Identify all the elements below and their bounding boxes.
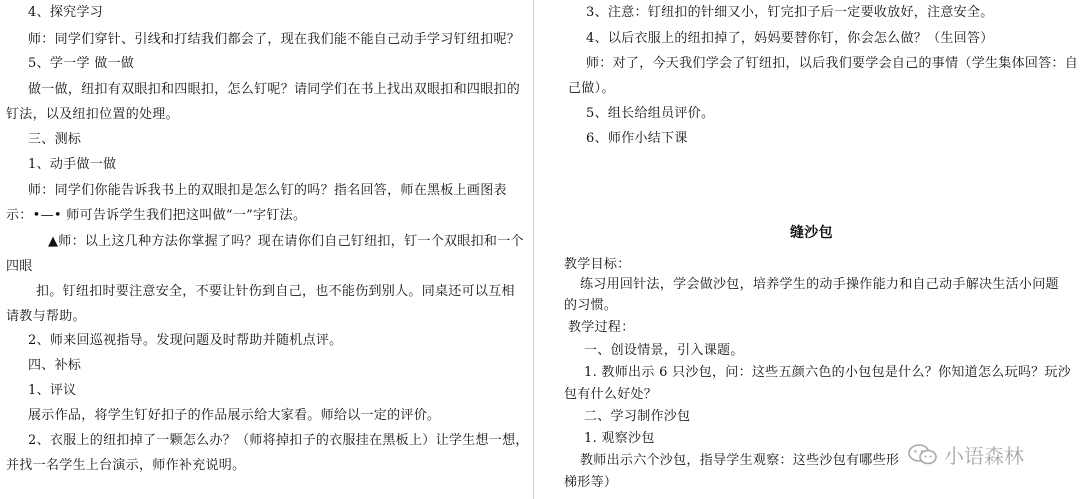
text-line: 的习惯。 <box>564 298 618 313</box>
left-page <box>0 0 530 499</box>
text-line: 二、学习制作沙包 <box>584 409 691 424</box>
text-line: 扣。钉纽扣时要注意安全，不要让针伤到自己，也不能伤到别人。同桌还可以互相 <box>36 284 515 299</box>
text-line: 包有什么好处？ <box>564 387 658 402</box>
text-line: 1. 观察沙包 <box>584 431 655 446</box>
text-line: 2、衣服上的纽扣掉了一颗怎么办？（师将掉扣子的衣服挂在黑板上）让学生想一想， <box>28 433 529 448</box>
text-line: 请教与帮助。 <box>6 309 86 324</box>
text-line: 教学目标： <box>564 257 631 272</box>
text-line: 4、探究学习 <box>28 5 104 20</box>
section-title: 缝沙包 <box>790 225 833 241</box>
text-line: 2、师来回巡视指导。发现问题及时帮助并随机点评。 <box>28 333 343 348</box>
watermark-text: 小语森林 <box>944 444 1024 468</box>
text-line: 四眼 <box>6 259 33 274</box>
text-line: 1. 教师出示 6 只沙包，问：这些五颜六色的小包包是什么？你知道怎么玩吗？玩沙 <box>584 365 1072 380</box>
text-line: 师：对了，今天我们学会了钉纽扣，以后我们要学会自己的事情（学生集体回答：自 <box>586 56 1079 71</box>
text-line: 并找一名学生上台演示，师作补充说明。 <box>6 458 246 473</box>
text-line: 5、组长给组员评价。 <box>586 106 715 121</box>
text-line: 师：同学们你能告诉我书上的双眼扣是怎么钉的吗？指名回答，师在黑板上画图表 <box>28 183 507 198</box>
text-line: 钉法，以及纽扣位置的处理。 <box>6 107 179 122</box>
text-line: 四、补标 <box>28 358 82 373</box>
text-line: ▲师：以上这几种方法你掌握了吗？现在请你们自己钉纽扣，钉一个双眼扣和一个 <box>48 234 524 249</box>
text-line: 教师出示六个沙包，指导学生观察：这些沙包有哪些形 <box>580 453 900 468</box>
text-line: 展示作品，将学生钉好扣子的作品展示给大家看。师给以一定的评价。 <box>28 408 441 423</box>
page-divider <box>533 0 534 499</box>
right-page <box>540 0 1080 499</box>
text-line: 己做）。 <box>568 81 615 96</box>
text-line: 一、创设情景，引入课题。 <box>584 343 744 358</box>
text-line: 做一做，纽扣有双眼扣和四眼扣，怎么钉呢？请同学们在书上找出双眼扣和四眼扣的 <box>28 82 521 97</box>
text-line: 6、师作小结下课 <box>586 131 688 146</box>
text-line: 4、以后衣服上的纽扣掉了，妈妈要替你钉，你会怎么做？（生回答） <box>586 31 994 46</box>
text-line: 梯形等） <box>564 475 618 490</box>
text-line: 1、动手做一做 <box>28 157 117 172</box>
text-line: 教学过程： <box>568 320 635 335</box>
text-line: 示：•—• 师可告诉学生我们把这叫做“一”字钉法。 <box>6 208 307 223</box>
text-line: 三、测标 <box>28 132 82 147</box>
text-line: 5、学一学 做一做 <box>28 56 135 71</box>
text-line: 3、注意：钉纽扣的针细又小，钉完扣子后一定要收放好，注意安全。 <box>586 5 994 20</box>
text-line: 练习用回针法，学会做沙包，培养学生的动手操作能力和自己动手解决生活小问题 <box>580 277 1059 292</box>
text-line: 师：同学们穿针、引线和打结我们都会了，现在我们能不能自己动手学习钉纽扣呢？ <box>28 32 521 47</box>
text-line: 1、评议 <box>28 383 77 398</box>
wechat-icon <box>908 444 938 466</box>
watermark <box>908 440 1024 469</box>
